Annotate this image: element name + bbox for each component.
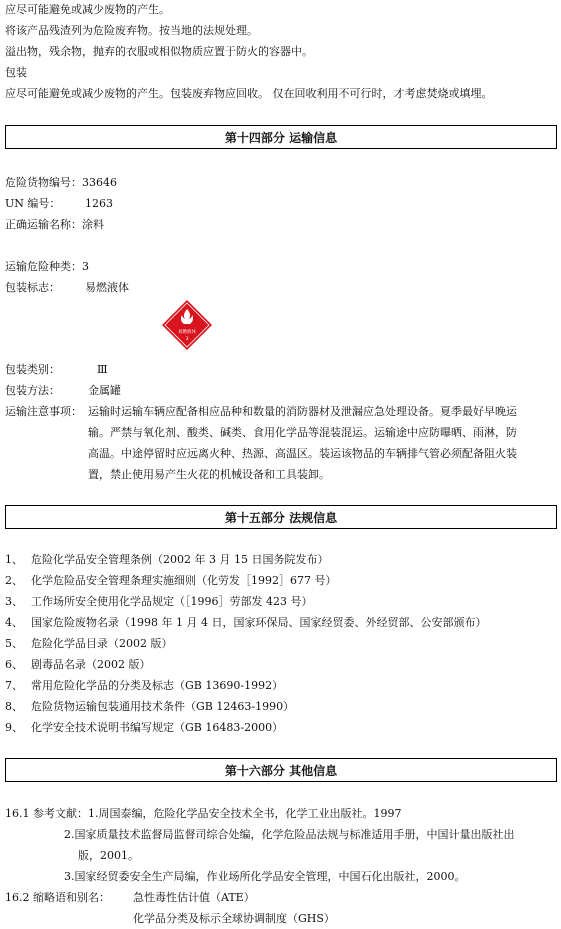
field-value: 易燃液体: [85, 281, 129, 294]
item-number: 7、: [5, 679, 23, 692]
abbreviation-2: 化学品分类及标示全球协调制度（GHS）: [133, 912, 335, 925]
text-line: 应尽可能避免或减少废物的产生。包装废弃物应回收。 仅在回收利用不可行时，才考虑焚烧或填埋。: [5, 87, 493, 100]
reference-text: 1.周国泰编，危险化学品安全技术全书，化学工业出版社。1997: [88, 807, 402, 820]
field-value: 涂料: [82, 218, 104, 231]
item-number: 4、: [5, 616, 23, 629]
field-label: 包装标志：: [5, 281, 60, 294]
field-label: 正确运输名称：: [5, 218, 82, 231]
section-title: 第十五部分 法规信息: [224, 510, 338, 525]
notes-line: 输。严禁与氧化剂、酸类、碱类、食用化学品等混装混运。运输途中应防曝晒、雨淋，防: [88, 426, 517, 439]
un-number: [5, 196, 113, 211]
regulation-item: [5, 573, 337, 588]
field-label: 包装方法：: [5, 384, 60, 397]
item-text: 工作场所安全使用化学品规定（［1996］劳部发 423 号）: [31, 595, 313, 608]
field-value: 1263: [85, 197, 113, 210]
item-number: 9、: [5, 721, 23, 734]
abbreviation-text: 急性毒性估计值（ATE）: [133, 891, 255, 904]
regulation-item: [5, 657, 151, 672]
section-title: 第十四部分 运输信息: [224, 130, 338, 145]
regulation-item: [5, 552, 328, 567]
reference-3: 3.国家经贸委安全生产局编，作业场所化学品安全管理，中国石化出版社，2000。: [64, 870, 466, 883]
transport-notes: [88, 401, 558, 485]
text-line: 溢出物，残余物，抛弃的衣服或相似物质应置于防火的容器中。: [5, 45, 313, 58]
abbreviation-1: [5, 890, 255, 905]
item-number: 5、: [5, 637, 23, 650]
packing-group: [5, 362, 108, 377]
reference-2: 2.国家质量技术监督局监督司综合处编，化学危险品法规与标准适用手册，中国计量出版社出: [64, 828, 515, 841]
item-text: 常用危险化学品的分类及标志（GB 13690-1992）: [31, 679, 284, 692]
regulation-item: [5, 678, 283, 693]
transport-notes-label: 运输注意事项：: [5, 405, 82, 418]
field-label: 危险货物编号：: [5, 176, 82, 189]
hazard-class: [5, 259, 89, 274]
notes-line: 高温。中途停留时应远离火种、热源、高温区。装运该物品的车辆排气管必须配备阻火装: [88, 447, 517, 460]
field-value: 金属罐: [88, 384, 121, 397]
reference-1: [5, 806, 402, 821]
reference-2-cont: 版，2001。: [78, 849, 139, 862]
field-value: Ⅲ: [97, 363, 108, 376]
item-number: 6、: [5, 658, 23, 671]
regulation-item: [5, 636, 173, 651]
shipping-name: [5, 217, 104, 232]
field-value: 3: [82, 260, 89, 273]
regulation-item: [5, 615, 486, 630]
item-number: 8、: [5, 700, 23, 713]
field-label: 16.1 参考文献：: [5, 807, 88, 820]
flammable-liquid-diamond-icon: [162, 300, 212, 350]
field-label: 包装类别：: [5, 363, 60, 376]
package-mark: [5, 280, 129, 295]
field-label: 运输危险种类：: [5, 260, 82, 273]
regulation-item: [5, 720, 283, 735]
section-title: 第十六部分 其他信息: [224, 763, 338, 778]
regulation-item: [5, 699, 294, 714]
packing-method: [5, 383, 121, 398]
hazard-class-digit: 3: [185, 337, 189, 342]
item-number: 1、: [5, 553, 23, 566]
text-line: 应尽可能避免或减少废物的产生。: [5, 3, 170, 16]
item-number: 2、: [5, 574, 23, 587]
dangerous-goods-number: [5, 175, 117, 190]
item-number: 3、: [5, 595, 23, 608]
text-line: 将该产品残渣列为危险废弃物。按当地的法规处理。: [5, 24, 258, 37]
text-line: 包装: [5, 66, 27, 79]
item-text: 剧毒品名录（2002 版）: [31, 658, 151, 671]
field-label: UN 编号：: [5, 197, 61, 210]
item-text: 化学危险品安全管理条理实施细则（化劳发［1992］677 号）: [31, 574, 337, 587]
section-15-header: [5, 505, 557, 529]
section-14-header: [5, 125, 557, 149]
notes-line: 置，禁止使用易产生火花的机械设备和工具装卸。: [88, 468, 330, 481]
regulation-item: [5, 594, 312, 609]
hazard-sign-label: 易燃液体: [178, 330, 196, 335]
notes-line: 运输时运输车辆应配备相应品种和数量的消防器材及泄漏应急处理设备。夏季最好早晚运: [88, 405, 517, 418]
field-label: 16.2 缩略语和别名：: [5, 891, 110, 904]
item-text: 危险化学品目录（2002 版）: [31, 637, 173, 650]
field-value: 33646: [82, 176, 117, 189]
section-16-header: [5, 758, 557, 782]
item-text: 危险化学品安全管理条例（2002 年 3 月 15 日国务院发布）: [31, 553, 329, 566]
item-text: 化学安全技术说明书编写规定（GB 16483-2000）: [31, 721, 284, 734]
item-text: 国家危险废物名录（1998 年 1 月 4 日，国家环保局、国家经贸委、外经贸部、公安部颁布）: [31, 616, 487, 629]
item-text: 危险货物运输包装通用技术条件（GB 12463-1990）: [31, 700, 295, 713]
